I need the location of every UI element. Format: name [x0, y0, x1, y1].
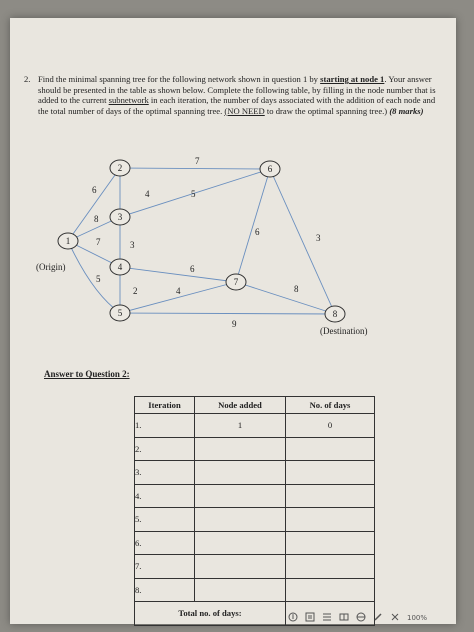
iteration-cell: 5. [135, 508, 195, 532]
weight-1-2: 6 [92, 185, 97, 195]
node-3-label: 3 [117, 212, 123, 222]
table-row [135, 578, 375, 602]
node-6 [260, 161, 280, 177]
node-added-cell[interactable]: 1 [195, 414, 286, 438]
weight-1-4: 7 [96, 237, 101, 247]
weight-5-7: 4 [176, 286, 181, 296]
iteration-cell: 2. [135, 437, 195, 461]
node-added-cell[interactable] [195, 461, 286, 485]
table-header-row [135, 397, 375, 414]
weight-4-5: 2 [133, 286, 138, 296]
edge-6-8 [270, 169, 335, 314]
destination-label: (Destination) [320, 326, 368, 336]
table-row [135, 555, 375, 579]
header-iteration: Iteration [135, 397, 195, 414]
node-7 [226, 274, 246, 290]
node-4-label: 4 [117, 262, 123, 272]
question-text: Find the minimal spanning tree for the following network shown in question 1 by starting at node 1. Your answer should be presented in the table as shown below. Complete the following table, by filling in the node number that is added to the current subnetwork in each iteration, the number of days associated with the addition of each node and the total number of days of the optimal spanning tree. (NO NEED to draw the optimal spanning tree.) (8 marks) [38, 74, 436, 116]
table-row [135, 531, 375, 555]
header-node-added: Node added [195, 397, 286, 414]
iteration-cell: 4. [135, 484, 195, 508]
days-cell[interactable] [286, 484, 375, 508]
node-added-cell[interactable] [195, 437, 286, 461]
weight-4-7: 6 [190, 264, 195, 274]
days-cell[interactable] [286, 578, 375, 602]
days-cell[interactable] [286, 531, 375, 555]
days-cell[interactable] [286, 461, 375, 485]
globe-icon[interactable] [356, 612, 366, 625]
node-8-label: 8 [332, 309, 338, 319]
node-added-cell[interactable] [195, 508, 286, 532]
node-5-label: 5 [117, 308, 123, 318]
node-7-label: 7 [233, 277, 239, 287]
node-2 [110, 160, 130, 176]
edge-7-8 [236, 282, 335, 314]
table-row [135, 414, 375, 438]
weight-7-8: 8 [294, 284, 299, 294]
start-node-instruction: starting at node 1 [320, 74, 385, 84]
zoom-icon[interactable] [390, 612, 400, 625]
book-view-icon[interactable] [339, 612, 349, 625]
edge-1-2 [68, 168, 120, 241]
table-row [135, 461, 375, 485]
iteration-cell: 3. [135, 461, 195, 485]
accessibility-icon[interactable] [288, 612, 298, 625]
weight-6-8: 3 [316, 233, 321, 243]
node-3 [110, 209, 130, 225]
edge-2-6 [120, 168, 270, 169]
iteration-cell: 1. [135, 414, 195, 438]
weight-2-6: 7 [195, 156, 200, 166]
question-number: 2. [24, 74, 31, 84]
answer-table [134, 396, 375, 626]
weight-3-6: 5 [191, 189, 196, 199]
table-row [135, 437, 375, 461]
table-row [135, 508, 375, 532]
edge-1-5 [68, 241, 120, 313]
iteration-cell: 8. [135, 578, 195, 602]
iteration-cell: 7. [135, 555, 195, 579]
node-added-cell[interactable] [195, 578, 286, 602]
node-8 [325, 306, 345, 322]
days-cell[interactable]: 0 [286, 414, 375, 438]
weight-5-8: 9 [232, 319, 237, 329]
node-2-label: 2 [117, 163, 123, 173]
edge-4-7 [120, 267, 236, 282]
edge-5-8 [120, 313, 335, 314]
node-5 [110, 305, 130, 321]
days-cell[interactable] [286, 555, 375, 579]
node-added-cell[interactable] [195, 555, 286, 579]
node-4 [110, 259, 130, 275]
weight-1-5: 5 [96, 274, 101, 284]
edge-6-7 [236, 169, 270, 282]
weight-3-4: 3 [130, 240, 135, 250]
no-need-note: (NO NEED [224, 105, 265, 116]
list-view-icon[interactable] [322, 612, 332, 625]
page-view-icon[interactable] [305, 612, 315, 625]
node-6-label: 6 [267, 164, 273, 174]
node-added-cell[interactable] [195, 531, 286, 555]
header-no-of-days: No. of days [286, 397, 375, 414]
iteration-cell: 6. [135, 531, 195, 555]
weight-1-3: 8 [94, 214, 99, 224]
days-cell[interactable] [286, 508, 375, 532]
viewer-toolbar [288, 606, 474, 630]
days-cell[interactable] [286, 437, 375, 461]
origin-label: (Origin) [36, 262, 66, 272]
weight-6-7: 6 [255, 227, 260, 237]
document-page [10, 18, 456, 624]
node-added-cell[interactable] [195, 484, 286, 508]
marks-label: (8 marks) [389, 105, 424, 116]
subnetwork-term: subnetwork [108, 95, 149, 106]
total-label: Total no. of days: [135, 602, 286, 626]
zoom-level[interactable]: 100% [407, 614, 428, 622]
pen-icon[interactable] [373, 612, 383, 625]
node-1-label: 1 [65, 236, 71, 246]
node-1 [58, 233, 78, 249]
table-row [135, 484, 375, 508]
answer-heading: Answer to Question 2: [44, 369, 130, 379]
weight-2-3: 4 [145, 189, 150, 199]
